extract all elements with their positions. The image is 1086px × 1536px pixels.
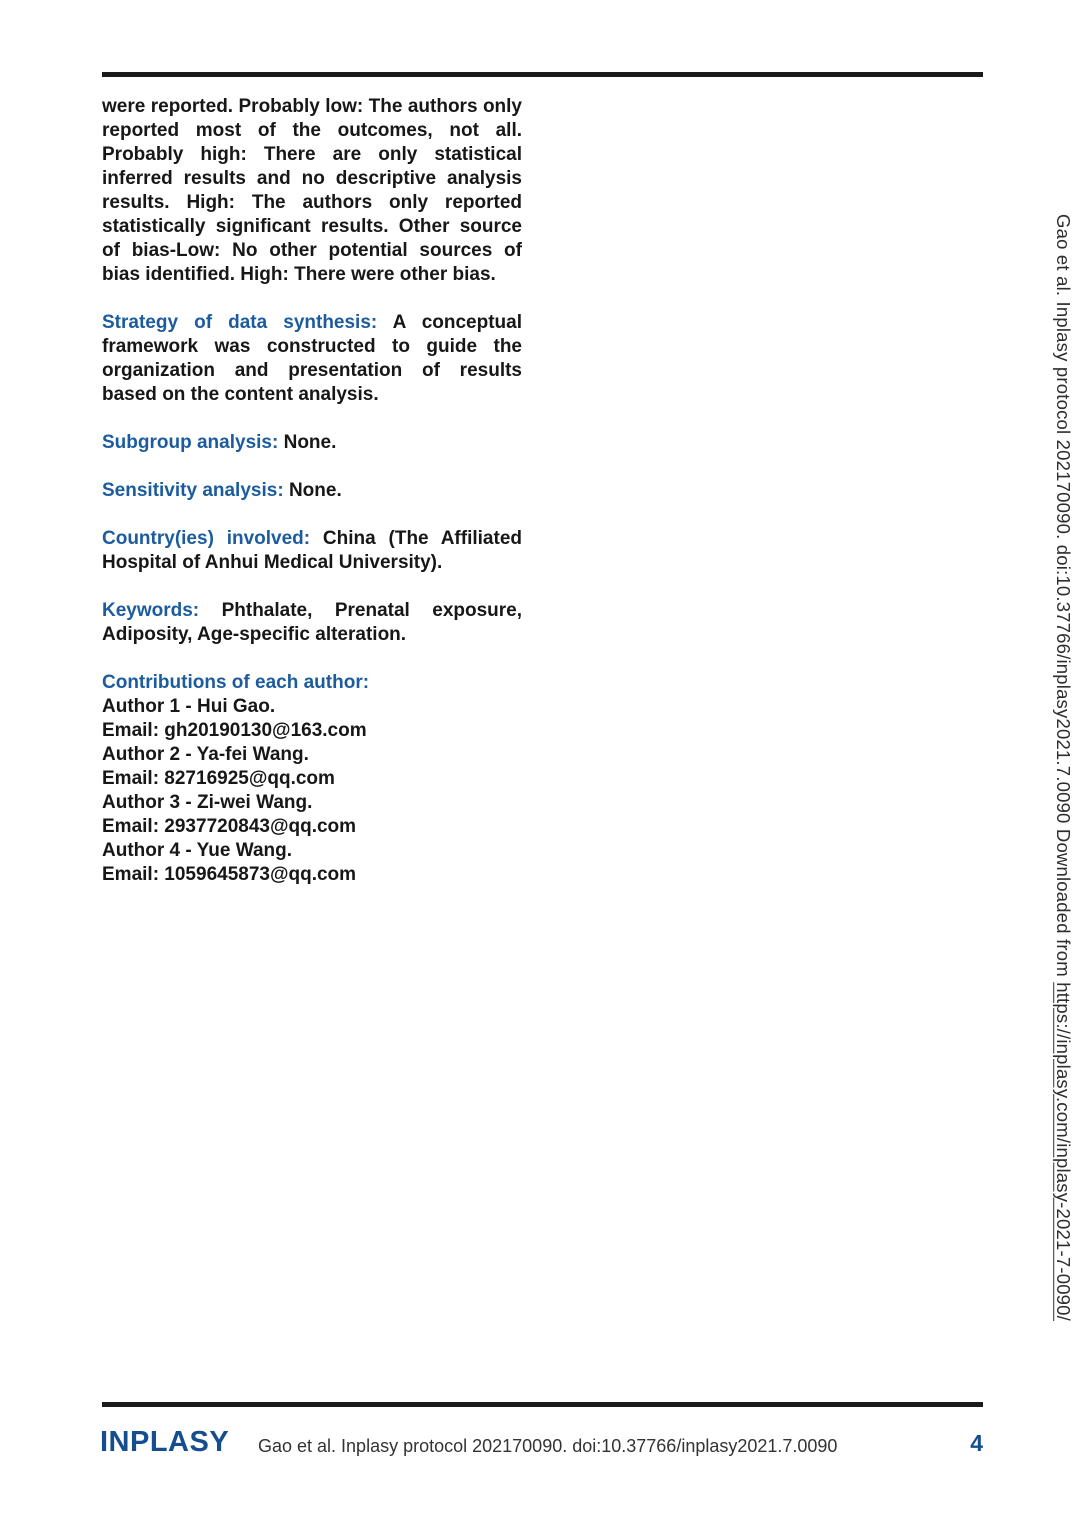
section-subgroup-analysis [102,431,522,455]
section-label: Keywords: [102,600,200,621]
footer-citation: Gao et al. Inplasy protocol 202170090. doi:10.37766/inplasy2021.7.0090 [258,1436,838,1456]
inplasy-logo: INPLASY [100,1426,230,1458]
vertical-citation-text: Gao et al. Inplasy protocol 202170090. doi:10.37766/inplasy2021.7.0090 Downloaded from [1053,214,1074,983]
section-strategy-of-data-synthesis [102,311,522,407]
contribution-email-line: Email: gh20190130@163.com [102,720,367,741]
top-horizontal-rule [102,72,983,77]
vertical-citation-link[interactable]: https://inplasy.com/inplasy-2021-7-0090/ [1053,982,1074,1321]
section-label: Country(ies) involved: [102,528,311,549]
article-body [102,95,522,887]
contribution-author-line: Author 4 - Yue Wang. [102,840,293,861]
footer-horizontal-rule [102,1402,983,1407]
vertical-citation [1052,214,1074,1321]
section-text: None. [288,480,342,501]
contributions-heading: Contributions of each author: [102,672,370,693]
section-text: A conceptual framework was constructed to guide the organization and presentation of results based on the content analysis. [102,312,522,405]
section-text: China (The Affiliated Hospital of Anhui Medical University). [102,528,522,573]
contribution-author-line: Author 3 - Zi-wei Wang. [102,792,313,813]
contribution-email-line: Email: 2937720843@qq.com [102,816,357,837]
contribution-email-line: Email: 82716925@qq.com [102,768,335,789]
contribution-author-line: Author 2 - Ya-fei Wang. [102,744,309,765]
section-text: Phthalate, Prenatal exposure, Adiposity, Age-specific alteration. [102,600,523,645]
paragraph-risk-of-bias-continued: were reported. Probably low: The authors only reported most of the outcomes, not all. Probably high: There are only statistical inferred results and no descriptive analysis results. High: The authors only reported statistically significant results. Other source of bias-Low: No other potential sources of bias identified. High: There were other bias. [102,96,522,285]
section-label: Strategy of data synthesis: [102,312,378,333]
section-label: Subgroup analysis: [102,432,279,453]
section-text: None. [283,432,337,453]
contributions-block [102,671,522,887]
section-sensitivity-analysis [102,479,522,503]
contribution-email-line: Email: 1059645873@qq.com [102,864,357,885]
section-countries-involved [102,527,522,575]
contribution-author-line: Author 1 - Hui Gao. [102,696,276,717]
section-keywords [102,599,522,647]
section-label: Sensitivity analysis: [102,480,284,501]
page-number: 4 [970,1430,983,1456]
